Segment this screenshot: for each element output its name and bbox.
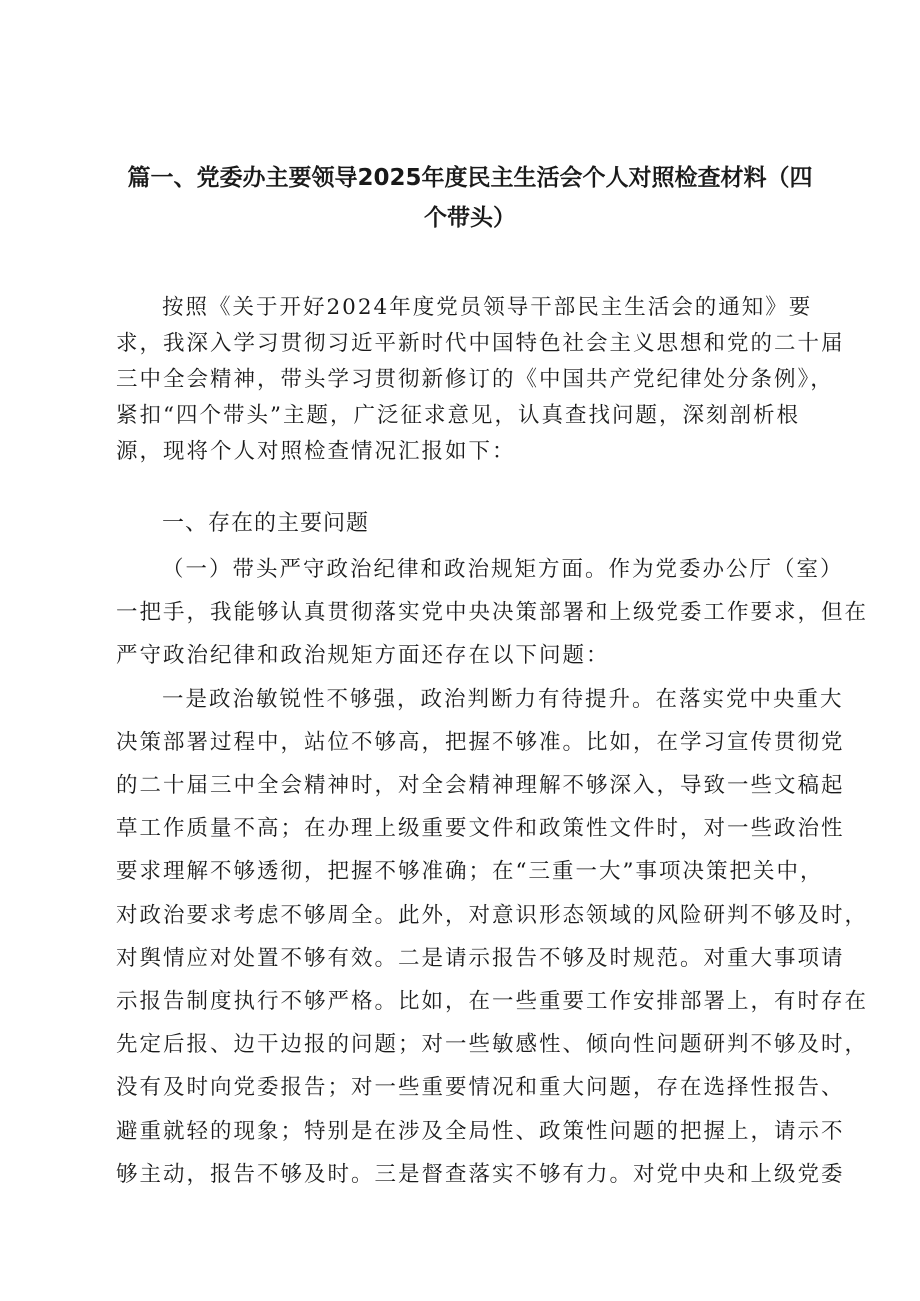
section-heading: 一、存在的主要问题	[162, 511, 370, 536]
body-line: 够主动，报告不够及时。三是督查落实不够有力。对党中央和上级党委	[116, 1161, 845, 1187]
body-line: 先定后报、边干边报的问题；对一些敏感性、倾向性问题研判不够及时，	[116, 1032, 869, 1058]
intro-line: 紧扣“四个带头”主题，广泛征求意见，认真查找问题，深刻剖析根	[116, 403, 800, 428]
title-line-2: 个带头）	[424, 205, 516, 231]
body-line: 示报告制度执行不够严格。比如，在一些重要工作安排部署上，有时存在	[116, 989, 869, 1015]
document-title	[120, 158, 820, 238]
body-line: 对舆情应对处置不够有效。二是请示报告不够及时规范。对重大事项请	[116, 945, 845, 971]
body-line: 草工作质量不高；在办理上级重要文件和政策性文件时，对一些政治性	[116, 816, 845, 842]
body-line: 避重就轻的现象；特别是在涉及全局性、政策性问题的把握上，请示不	[116, 1118, 845, 1144]
intro-paragraph	[116, 290, 845, 470]
intro-line: 求，我深入学习贯彻习近平新时代中国特色社会主义思想和党的二十届	[116, 331, 845, 356]
title-line-1: 篇一、党委办主要领导2025年度民主生活会个人对照检查材料（四	[127, 165, 813, 191]
body-line: 对政治要求考虑不够周全。此外，对意识形态领域的风险研判不够及时，	[116, 902, 869, 928]
body-line: 一把手，我能够认真贯彻落实党中央决策部署和上级党委工作要求，但在	[116, 600, 869, 626]
main-paragraph	[116, 548, 869, 1196]
body-line: 的二十届三中全会精神时，对全会精神理解不够深入，导致一些文稿起	[116, 773, 845, 799]
body-line: （一）带头严守政治纪律和政治规矩方面。作为党委办公厅（室）	[162, 557, 844, 582]
body-line: 一是政治敏锐性不够强，政治判断力有待提升。在落实党中央重大	[162, 686, 844, 712]
body-line: 要求理解不够透彻，把握不够准确；在“三重一大”事项决策把关中，	[116, 859, 824, 885]
intro-line: 按照《关于开好2024年度党员领导干部民主生活会的通知》要	[162, 295, 813, 320]
intro-line: 三中全会精神，带头学习贯彻新修订的《中国共产党纪律处分条例》，	[116, 367, 834, 392]
intro-line: 源，现将个人对照检查情况汇报如下：	[116, 439, 516, 464]
body-line: 严守政治纪律和政治规矩方面还存在以下问题：	[116, 643, 610, 669]
body-line: 决策部署过程中，站位不够高，把握不够准。比如，在学习宣传贯彻党	[116, 729, 845, 755]
body-line: 没有及时向党委报告；对一些重要情况和重大问题，存在选择性报告、	[116, 1075, 845, 1101]
